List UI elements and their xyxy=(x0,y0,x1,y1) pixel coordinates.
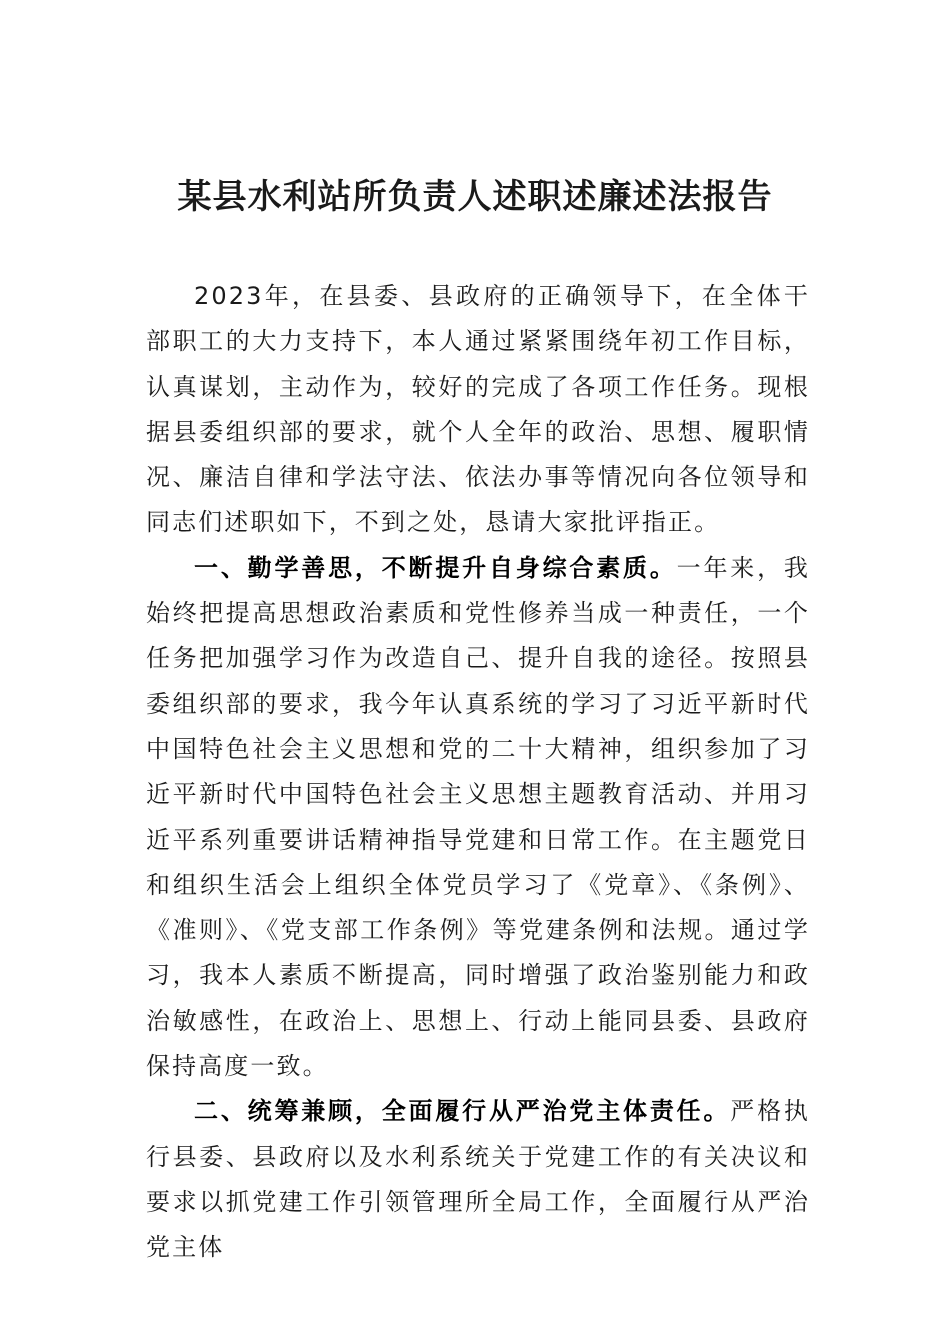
section-2-heading: 二、统筹兼顾，全面履行从严治党主体责任。 xyxy=(194,1097,731,1126)
document-title: 某县水利站所负责人述职述廉述法报告 xyxy=(177,177,773,217)
section-1-text: 一年来，我始终把提高思想政治素质和党性修养当成一种责任，一个任务把加强学习作为改造自己、提升自我的途径。按照县委组织部的要求，我今年认真系统的学习了习近平新时代中国特色社会主义思想和党的二十大精神，组织参加了习近平新时代中国特色社会主义思想主题教育活动、并用习近平系列重要讲话精神指导党建和日常工作。在主题党日和组织生活会上组织全体党员学习了《党章》、《条例》、《准则》、《党支部工作条例》等党建条例和法规。通过学习，我本人素质不断提高，同时增强了政治鉴别能力和政治敏感性，在政治上、思想上、行动上能同县委、县政府保持高度一致。 xyxy=(146,553,810,1081)
section-2-text: 严格执行县委、县政府以及水利系统关于党建工作的有关决议和要求以抓党建工作引领管理所全局工作，全面履行从严治党主体 xyxy=(146,1097,810,1262)
paragraph-section-2 xyxy=(146,1089,810,1270)
section-1-heading: 一、勤学善思，不断提升自身综合素质。 xyxy=(194,553,677,582)
paragraph-section-1 xyxy=(146,546,810,1090)
paragraph-intro xyxy=(146,274,810,546)
paragraph-intro-text: 2023年，在县委、县政府的正确领导下，在全体干部职工的大力支持下，本人通过紧紧围绕年初工作目标，认真谋划，主动作为，较好的完成了各项工作任务。现根据县委组织部的要求，就个人全年的政治、思想、履职情况、廉洁自律和学法守法、依法办事等情况向各位领导和同志们述职如下，不到之处，恳请大家批评指正。 xyxy=(146,282,810,537)
document-body xyxy=(146,274,810,1271)
